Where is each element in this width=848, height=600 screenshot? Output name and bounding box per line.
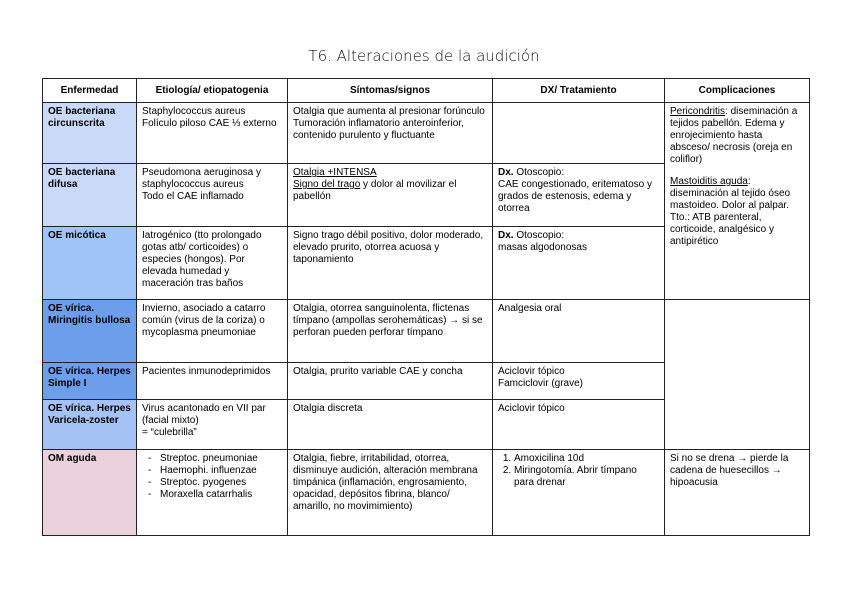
etiology-cell (137, 164, 288, 227)
dx-cell (493, 227, 665, 300)
disease-cell: OE bacteriana difusa (43, 164, 137, 227)
disease-cell: OE vírica. Herpes Simple I (43, 363, 137, 400)
disease-cell: OE micótica (43, 227, 137, 300)
dx-text: CAE congestionado, eritematoso y grados de estenosis, edema y otorrea (498, 179, 652, 214)
disease-cell: OM aguda (43, 450, 137, 536)
etiology-cell (137, 103, 288, 164)
disease-cell: OE bacteriana circunscrita (43, 103, 137, 164)
list-item: 1. Amoxicilina 10d (514, 453, 659, 465)
dx-cell (493, 103, 665, 164)
dx-cell (493, 164, 665, 227)
dx-label: Dx. (498, 167, 514, 178)
table-row (43, 103, 810, 164)
table-row (43, 450, 810, 536)
header-cell-symptoms: Síntomas/signos (288, 79, 493, 103)
symptoms-cell: Signo trago débil positivo, dolor moderado, elevado prurito, otorrea acuosa y taponamiento (288, 227, 493, 300)
symptoms-cell: Otalgia, fiebre, irritabilidad, otorrea, disminuye audición, alteración membrana timpánica (inflamación, engrosamiento, opacidad, depósitos fibrina, blanco/ amarillo, no movimimiento) (288, 450, 493, 536)
disease-cell: OE vírica. Miringitis bullosa (43, 300, 137, 363)
dx-cell (493, 363, 665, 400)
etiology-line: Todo el CAE inflamado (142, 191, 244, 202)
complications-cell (665, 103, 810, 300)
symptoms-cell: Otalgia, otorrea sanguinolenta, flictenas tímpano (ampollas serohemáticas) → si se perforan pueden perforar tímpano (288, 300, 493, 363)
disease-cell: OE vírica. Herpes Varicela-zoster (43, 400, 137, 450)
dx-line: Aciclovir tópico (498, 366, 565, 377)
table-row (43, 300, 810, 363)
etiology-list (142, 453, 282, 501)
dx-line: Famciclovir (grave) (498, 378, 584, 389)
symptoms-cell: Otalgia, prurito variable CAE y concha (288, 363, 493, 400)
etiology-cell (137, 400, 288, 450)
list-item: 2. Miringotomía. Abrir tímpano para drenar (514, 465, 659, 489)
header-cell-complications: Complicaciones (665, 79, 810, 103)
symptoms-cell: Otalgia discreta (288, 400, 493, 450)
etiology-cell: Pacientes inmunodeprimidos (137, 363, 288, 400)
header-cell-disease: Enfermedad (43, 79, 137, 103)
etiology-cell: Invierno, asociado a catarro común (virus de la coriza) o mycoplasma pneumoniae (137, 300, 288, 363)
dx-list (498, 453, 659, 489)
hearing-disorders-table (42, 78, 810, 536)
dx-cell: Analgesia oral (493, 300, 665, 363)
list-item: - Streptoc. pneumoniae (160, 453, 282, 465)
symptoms-line: Otalgia que aumenta al presionar forúnculo (293, 106, 485, 117)
mastoiditis-title: Mastoiditis aguda (670, 176, 748, 187)
header-cell-etiology: Etiología/ etiopatogenia (137, 79, 288, 103)
complications-cell: Si no se drena → pierde la cadena de huesecillos → hipoacusia (665, 450, 810, 536)
dx-cell (493, 450, 665, 536)
etiology-line: Folículo piloso CAE ⅓ externo (142, 118, 277, 129)
etiology-line: Pseudomona aeruginosa y staphylococcus aureus (142, 167, 261, 190)
complications-cell-empty (665, 300, 810, 450)
symptoms-line: Tumoración inflamatorio anteroinferior, contenido purulento y fluctuante (293, 118, 464, 141)
list-item: - Streptoc. pyogenes (160, 477, 282, 489)
etiology-cell (137, 450, 288, 536)
etiology-cell: Iatrogénico (tto prolongado gotas atb/ corticoides) o especies (hongos). Por elevada humedad y maceración tras baños (137, 227, 288, 300)
header-row (43, 79, 810, 103)
etiology-line: Virus acantonado en VII par (facial mixto) (142, 403, 266, 426)
symptoms-highlight: Otalgia +INTENSA (293, 167, 377, 178)
header-cell-dx: DX/ Tratamiento (493, 79, 665, 103)
dx-title: Otoscopio: (513, 167, 565, 178)
page-title: T6. Alteraciones de la audición (308, 47, 540, 65)
list-item: - Haemophi. influenzae (160, 465, 282, 477)
symptoms-highlight: Signo del trago (293, 179, 361, 190)
list-item: - Moraxella catarrhalis (160, 489, 282, 501)
pericondritis-title: Pericondritis (670, 106, 726, 117)
mastoiditis-text: : diseminación al tejido óseo mastoideo. Dolor al palpar. Tto.: ATB parenteral, corticoide, analgésico y antipirético (670, 176, 791, 247)
etiology-line: = “culebrilla” (142, 427, 197, 438)
symptoms-cell (288, 164, 493, 227)
symptoms-cell (288, 103, 493, 164)
pericondritis-text: : diseminación a tejidos pabellón. Edema y enrojecimiento hasta absceso/ necrosis (oreja en coliflor) (670, 106, 798, 165)
dx-cell: Aciclovir tópico (493, 400, 665, 450)
etiology-line: Staphylococcus aureus (142, 106, 246, 117)
symptoms-text: y dolor al movilizar el pabellón (293, 179, 457, 202)
dx-title: Otoscopio: (513, 230, 565, 241)
dx-text: masas algodonosas (498, 242, 587, 253)
dx-label: Dx. (498, 230, 514, 241)
